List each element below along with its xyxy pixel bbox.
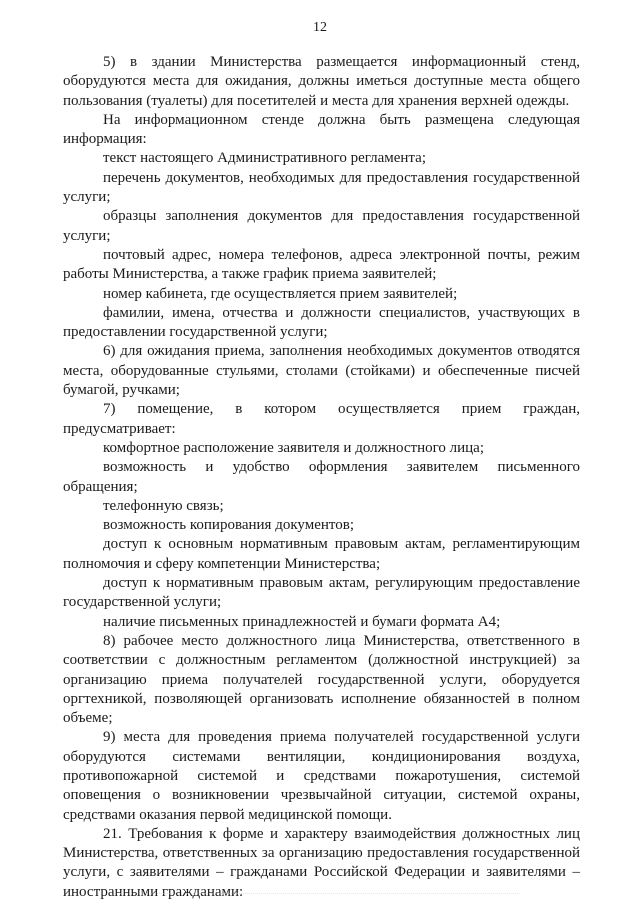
paragraph: перечень документов, необходимых для предоставления государственной услуги; bbox=[63, 169, 580, 206]
paragraph: 6) для ожидания приема, заполнения необходимых документов отводятся места, оборудованные стульями, столами (стойками) и обеспеченные писчей бумагой, ручками; bbox=[63, 343, 580, 399]
paragraph: 8) рабочее место должностного лица Министерства, ответственного в соответствии с должностным регламентом (должностной инструкцией) за организацию приема получателей государственной услуги, оборудуется оргтехникой, позволяющей организовать исполнение обязанностей в полном объеме; bbox=[63, 632, 580, 727]
paragraph: фамилии, имена, отчества и должности специалистов, участвующих в предоставлении государственной услуги; bbox=[63, 304, 580, 341]
paragraph: 21. Требования к форме и характеру взаимодействия должностных лиц Министерства, ответственных за организацию предоставления государственной услуги, с заявителями – гражданами Российской Федерации и заявителями – иностранными гражданами: bbox=[63, 825, 580, 900]
paragraph: На информационном стенде должна быть размещена следующая информация: bbox=[63, 111, 580, 148]
scan-artifact-divider bbox=[120, 893, 520, 898]
paragraph: телефонную связь; bbox=[103, 497, 224, 514]
paragraph: 5) в здании Министерства размещается информационный стенд, оборудуются места для ожидания, должны иметься доступные места общего пользования (туалеты) для посетителей и места для хранения верхней одежды. bbox=[63, 54, 580, 109]
paragraph: возможность и удобство оформления заявителем письменного обращения; bbox=[63, 459, 580, 495]
paragraph: комфортное расположение заявителя и должностного лица; bbox=[103, 439, 485, 456]
paragraph: образцы заполнения документов для предоставления государственной услуги; bbox=[63, 208, 580, 244]
paragraph: возможность копирования документов; bbox=[103, 517, 355, 534]
document-body bbox=[63, 53, 580, 902]
paragraph: 9) места для проведения приема получателей государственной услуги оборудуются системами вентиляции, кондиционирования воздуха, противопожарной системой и средствами пожаротушения, системой оповещения о возникновении чрезвычайной ситуации, системой охраны, средствами оказания первой медицинской помощи. bbox=[63, 729, 580, 823]
paragraph: доступ к нормативным правовым актам, регулирующим предоставление государственной услуги; bbox=[63, 575, 580, 611]
paragraph: доступ к основным нормативным правовым актам, регламентирующим полномочия и сферу компетенции Министерства; bbox=[63, 536, 580, 572]
paragraph: почтовый адрес, номера телефонов, адреса электронной почты, режим работы Министерства, а также график приема заявителей; bbox=[63, 246, 580, 283]
paragraph: 7) помещение, в котором осуществляется прием граждан, предусматривает: bbox=[63, 401, 580, 437]
page-number: 12 bbox=[313, 20, 327, 35]
paragraph: текст настоящего Административного регламента; bbox=[103, 150, 426, 167]
paragraph: номер кабинета, где осуществляется прием заявителей; bbox=[103, 285, 458, 302]
paragraph: наличие письменных принадлежностей и бумаги формата А4; bbox=[103, 613, 501, 630]
